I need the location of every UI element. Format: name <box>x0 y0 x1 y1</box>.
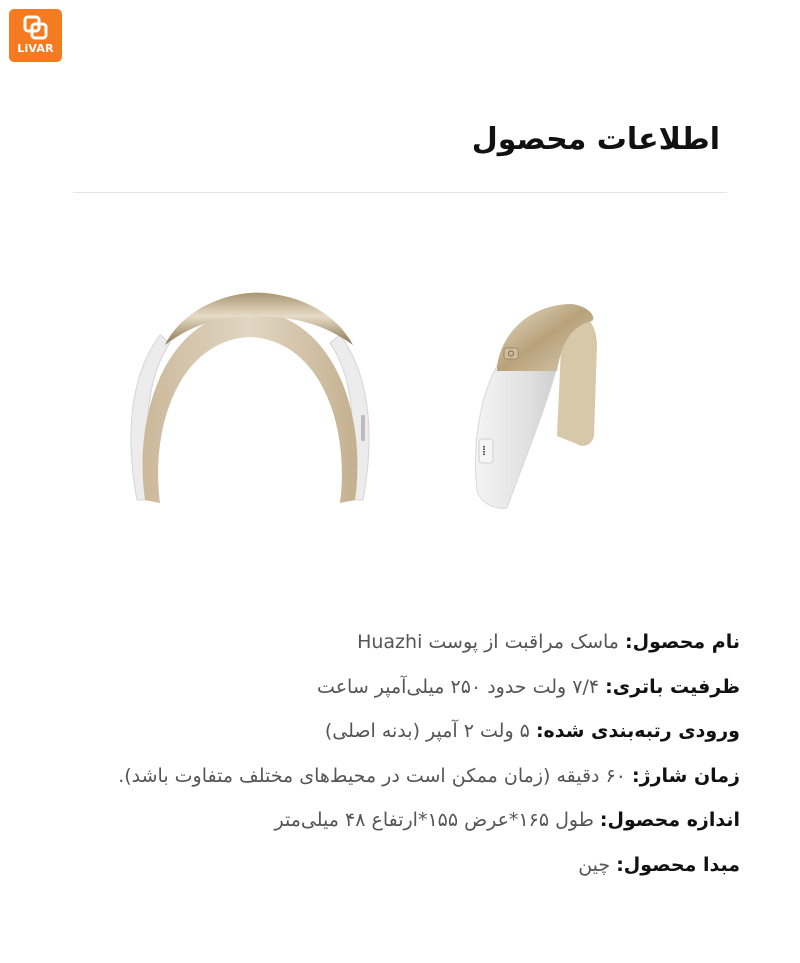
spec-label: مبدا محصول: <box>616 853 740 876</box>
spec-value: چین <box>578 853 611 876</box>
spec-row-rated-input <box>40 709 740 754</box>
spec-label: اندازه محصول: <box>599 809 740 831</box>
overlapping-squares-icon <box>23 15 49 41</box>
spec-label: نام محصول: <box>625 631 740 653</box>
neck-massager-side-view <box>462 296 607 511</box>
spec-value: ۷/۴ ولت حدود ۲۵۰ میلی‌آمپر ساعت <box>317 675 600 698</box>
neck-massager-front-view <box>125 285 375 515</box>
spec-value: ۶۰ دقیقه (زمان ممکن است در محیط‌های مختلف متفاوت باشد). <box>118 764 626 787</box>
spec-value: ۵ ولت ۲ آمپر (بدنه اصلی) <box>324 720 530 742</box>
spec-row-size <box>40 798 740 843</box>
spec-row-charge-time <box>40 754 740 799</box>
page-title: اطلاعات محصول <box>471 122 720 157</box>
spec-label: زمان شارژ: <box>632 764 740 787</box>
title-divider <box>73 192 727 193</box>
spec-list <box>40 620 740 887</box>
spec-label: ظرفیت باتری: <box>605 675 740 698</box>
spec-value: طول ۱۶۵*عرض ۱۵۵*ارتفاع ۴۸ میلی‌متر <box>274 809 594 831</box>
logo-text: LiVAR <box>17 42 54 55</box>
spec-row-battery <box>40 665 740 710</box>
spec-value: ماسک مراقبت از پوست Huazhi <box>357 631 619 653</box>
spec-label: ورودی رتبه‌بندی شده: <box>535 720 740 742</box>
spec-row-product-name <box>40 620 740 665</box>
brand-logo[interactable] <box>9 9 62 62</box>
spec-row-origin <box>40 843 740 888</box>
